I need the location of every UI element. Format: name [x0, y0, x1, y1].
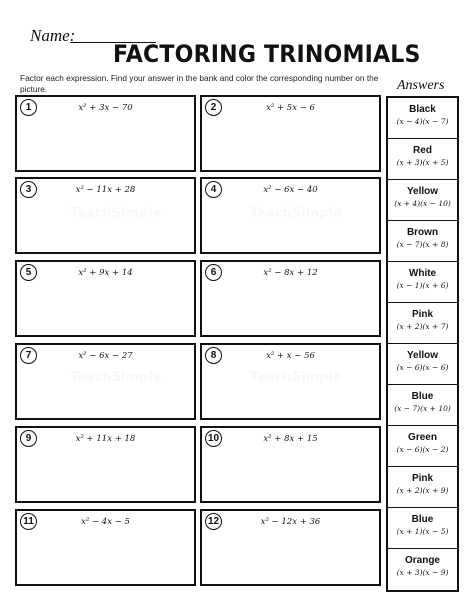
answer-factors: (x − 4)(x − 7) — [396, 117, 449, 126]
answer-bank — [386, 96, 459, 592]
answer-cell — [388, 426, 457, 467]
problem-number: 6 — [205, 264, 222, 281]
answer-factors: (x − 6)(x − 6) — [396, 363, 449, 372]
answer-factors: (x + 1)(x − 5) — [396, 527, 449, 536]
answer-color: Pink — [411, 473, 434, 484]
answer-color: White — [408, 268, 437, 279]
answer-color: Blue — [411, 514, 434, 525]
answer-cell — [388, 221, 457, 262]
problem-number: 7 — [20, 347, 37, 364]
problem-expression: x² + 5x − 6 — [266, 103, 315, 113]
answer-cell — [388, 303, 457, 344]
problem-expression: x² − 12x + 36 — [260, 517, 321, 527]
answer-cell — [388, 344, 457, 385]
problem-expression: x² + 3x − 70 — [78, 103, 133, 113]
problem-expression: x² − 6x − 40 — [263, 185, 318, 195]
answer-cell — [388, 467, 457, 508]
answer-color: Red — [413, 145, 432, 156]
answer-factors: (x − 1)(x + 6) — [396, 281, 449, 290]
answers-title: Answers — [397, 78, 445, 93]
answer-factors: (x − 6)(x − 2) — [396, 445, 449, 454]
problem-expression: x² − 8x + 12 — [263, 268, 318, 278]
answer-color: Orange — [404, 555, 440, 566]
problem-box[interactable] — [15, 426, 196, 503]
problem-box[interactable] — [200, 177, 381, 254]
problem-number: 11 — [20, 513, 37, 530]
problem-expression: x² − 11x + 28 — [75, 185, 136, 195]
problems-grid — [15, 95, 381, 599]
problem-number: 3 — [20, 181, 37, 198]
problem-box[interactable] — [15, 260, 196, 337]
problem-number: 4 — [205, 181, 222, 198]
answer-factors: (x − 7)(x + 10) — [394, 404, 451, 413]
answer-factors: (x + 3)(x − 9) — [396, 568, 449, 577]
problem-expression: x² + 11x + 18 — [75, 434, 136, 444]
answer-cell — [388, 98, 457, 139]
problem-expression: x² − 4x − 5 — [81, 517, 130, 527]
answer-color: Yellow — [406, 186, 439, 197]
problem-box[interactable] — [200, 343, 381, 420]
problem-box[interactable] — [15, 343, 196, 420]
answer-cell — [388, 508, 457, 549]
answer-cell — [388, 385, 457, 426]
problem-box[interactable] — [200, 509, 381, 586]
answer-cell — [388, 262, 457, 303]
problem-expression: x² + 8x + 15 — [263, 434, 318, 444]
answer-cell — [388, 139, 457, 180]
problem-number: 9 — [20, 430, 37, 447]
answer-color: Blue — [411, 391, 434, 402]
page-title: FACTORING TRINOMIALS — [113, 40, 421, 68]
problem-number: 10 — [205, 430, 222, 447]
answer-color: Black — [409, 104, 436, 115]
answer-factors: (x + 4)(x − 10) — [394, 199, 451, 208]
answer-factors: (x − 7)(x + 8) — [396, 240, 449, 249]
problem-box[interactable] — [15, 509, 196, 586]
problem-number: 8 — [205, 347, 222, 364]
answer-factors: (x + 3)(x + 5) — [396, 158, 449, 167]
problem-number: 12 — [205, 513, 222, 530]
answer-cell — [388, 549, 457, 590]
problem-expression: x² + x − 56 — [266, 351, 315, 361]
instructions: Factor each expression. Find your answer in the bank and color the corresponding number on the picture. — [20, 73, 379, 94]
name-label: Name: — [30, 26, 76, 45]
answer-color: Yellow — [406, 350, 439, 361]
problem-box[interactable] — [200, 426, 381, 503]
problem-number: 1 — [20, 99, 37, 116]
answer-factors: (x + 2)(x + 9) — [396, 486, 449, 495]
problem-box[interactable] — [15, 177, 196, 254]
answer-factors: (x + 2)(x + 7) — [396, 322, 449, 331]
answer-color: Green — [408, 432, 437, 443]
problem-expression: x² − 6x − 27 — [78, 351, 133, 361]
problem-expression: x² + 9x + 14 — [78, 268, 133, 278]
problem-box[interactable] — [200, 95, 381, 172]
answer-color: Pink — [411, 309, 434, 320]
problem-box[interactable] — [200, 260, 381, 337]
problem-number: 5 — [20, 264, 37, 281]
problem-number: 2 — [205, 99, 222, 116]
answer-cell — [388, 180, 457, 221]
answer-color: Brown — [406, 227, 439, 238]
problem-box[interactable] — [15, 95, 196, 172]
